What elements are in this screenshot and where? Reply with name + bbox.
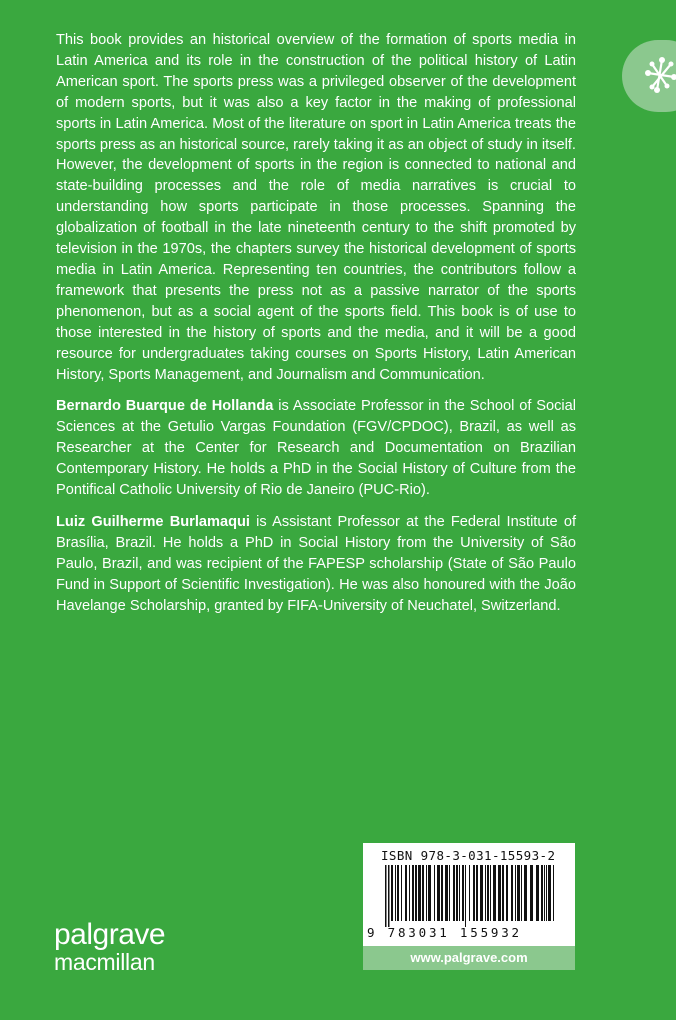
author-bio-text-1: is Associate Professor in the School of Social Sciences at the Getulio Vargas Foundation (FGV/CPDOC), Brazil, as well as Researcher at the Center for Research and Documentation on Brazilian Contemporary History. He holds a PhD in the Social History of Culture from the Pontifical Catholic University of Rio de Janeiro (PUC-Rio). — [56, 398, 576, 499]
publisher-url: www.palgrave.com — [363, 946, 575, 970]
palgrave-macmillan-logo — [54, 920, 165, 974]
back-cover-text — [56, 30, 576, 627]
author-bio-text-2: is Assistant Professor at the Federal Institute of Brasília, Brazil. He holds a PhD in Social History from the University of São Paulo, Brazil, and was recipient of the FAPESP scholarship (State of São Paulo Fund in Support of Scientific Investigation). He was also honoured with the João Havelange Scholarship, granted by FIFA-University of Neuchatel, Switzerland. — [56, 513, 576, 614]
author-bio-2 — [56, 512, 576, 617]
barcode-digits: 9 783031 155932 — [367, 925, 522, 940]
logo-macmillan-text: macmillan — [54, 949, 155, 975]
isbn-label: ISBN 978-3-031-15593-2 — [381, 848, 556, 863]
isbn-barcode-box — [363, 843, 575, 946]
book-description: This book provides an historical overview of the formation of sports media in Latin America and its role in the construction of the political history of Latin American sport. The sports press was a privileged observer of the development of modern sports, but it was also a key factor in the making of professional sports in Latin America. Most of the literature on sport in Latin America treats the sports press as an historical source, rarely taking it as an object of study in itself. However, the development of sports in the region is connected to national and state-building processes and the role of media narratives is crucial to understanding how sports participate in those processes. Spanning the globalization of football in the late nineteenth century to the shift promoted by television in the 1970s, the chapters survey the historical development of sports media in Latin America. Representing ten countries, the contributors follow a framework that presents the press not as a passive narrator of the sports phenomenon, but as a social agent of the sports field. This book is of use to those interested in the history of sports and the media, and it will be a good resource for undergraduates taking courses on Sports History, Latin American History, Sports Management, and Journalism and Communication. — [56, 32, 576, 383]
author-bio-1 — [56, 396, 576, 501]
author-name-2: Luiz Guilherme Burlamaqui — [56, 513, 250, 530]
barcode-icon — [385, 865, 563, 927]
author-name-1: Bernardo Buarque de Hollanda — [56, 398, 274, 415]
logo-palgrave-text: palgrave — [54, 918, 166, 951]
palgrave-network-emblem-icon — [622, 40, 676, 112]
